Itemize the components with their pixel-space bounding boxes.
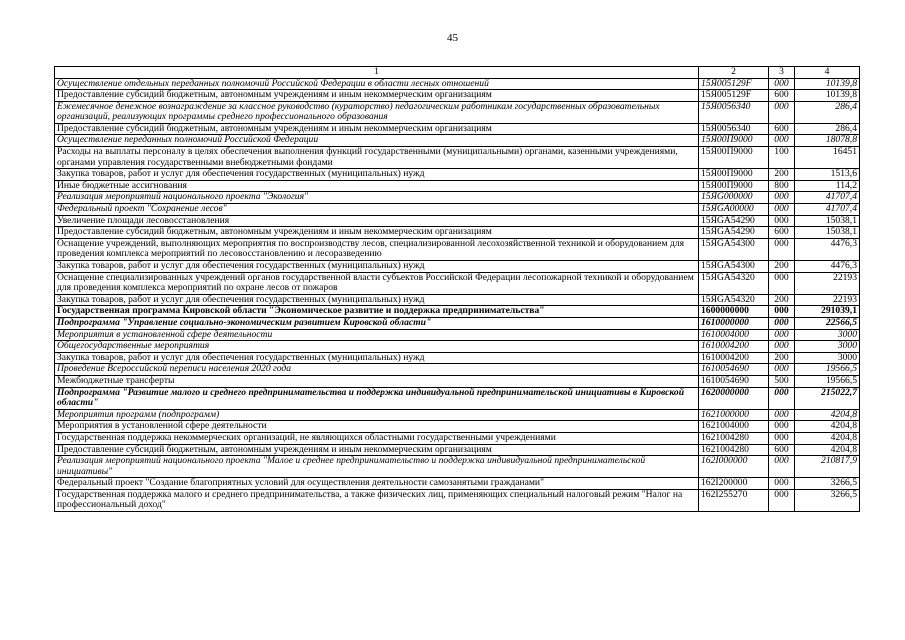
- row-group: 200: [769, 261, 795, 273]
- row-code: 15Я00П9000: [699, 147, 769, 169]
- row-amount: 41707,4: [795, 192, 860, 204]
- table-row: [55, 432, 860, 444]
- row-name: Оснащение специализированных учреждений органов государственной власти субъектов Российской Федерации лесопожарной техникой и оборудованием для проведения комплекса мероприятий по охране лесов от пожаров: [55, 272, 699, 294]
- row-name: Закупка товаров, работ и услуг для обеспечения государственных (муниципальных) нужд: [55, 169, 699, 181]
- row-group: 000: [769, 432, 795, 444]
- row-name: Оснащение учреждений, выполняющих мероприятия по воспроизводству лесов, специализированной лесохозяйственной техникой и оборудованием для проведения комплекса мероприятий по лесовосстановлению и лесоразведению: [55, 238, 699, 260]
- row-group: 600: [769, 90, 795, 102]
- row-name: Ежемесячное денежное вознаграждение за классное руководство (кураторство) педагогическим работникам государственных образовательных организаций, реализующих программы среднего профессионального образования: [55, 101, 699, 123]
- row-code: 1610000000: [699, 317, 769, 329]
- row-name: Предоставление субсидий бюджетным, автономным учреждениям и иным некоммерческим организациям: [55, 227, 699, 239]
- row-group: 000: [769, 215, 795, 227]
- table-row: [55, 192, 860, 204]
- row-code: 1610004200: [699, 341, 769, 353]
- row-name: Осуществление переданных полномочий Российской Федерации: [55, 135, 699, 147]
- row-name: Реализация мероприятий национального проекта "Малое и среднее предпринимательство и поддержка индивидуальной предпринимательской инициативы": [55, 456, 699, 478]
- table-row: [55, 238, 860, 260]
- table-row: [55, 215, 860, 227]
- row-code: 1621004280: [699, 432, 769, 444]
- table-row: [55, 272, 860, 294]
- row-name: Мероприятия в установленной сфере деятельности: [55, 421, 699, 433]
- row-group: 200: [769, 169, 795, 181]
- row-amount: 286,4: [795, 123, 860, 135]
- row-group: 000: [769, 409, 795, 421]
- table-row: [55, 90, 860, 102]
- table-row: [55, 180, 860, 192]
- row-group: 000: [769, 364, 795, 376]
- row-name: Предоставление субсидий бюджетным, автономным учреждениям и иным некоммерческим организациям: [55, 90, 699, 102]
- row-name: Государственная поддержка малого и среднего предпринимательства, а также физических лиц, применяющих специальный налоговый режим "Налог на профессиональный доход": [55, 489, 699, 511]
- row-group: 000: [769, 317, 795, 329]
- row-amount: 4204,8: [795, 432, 860, 444]
- row-code: 15ЯGA00000: [699, 204, 769, 216]
- row-name: Федеральный проект "Создание благоприятных условий для осуществления деятельности самозанятыми гражданами": [55, 478, 699, 490]
- table-row: [55, 169, 860, 181]
- row-code: 15Я0056340: [699, 123, 769, 135]
- row-group: 000: [769, 238, 795, 260]
- row-name: Государственная поддержка некоммерческих организаций, не являющихся областными государственными учреждениями: [55, 432, 699, 444]
- table-row: [55, 375, 860, 387]
- row-name: Межбюджетные трансферты: [55, 375, 699, 387]
- row-group: 000: [769, 204, 795, 216]
- row-group: 200: [769, 352, 795, 364]
- row-code: 162I255270: [699, 489, 769, 511]
- row-amount: 22566,5: [795, 317, 860, 329]
- row-code: 15ЯGA54320: [699, 272, 769, 294]
- row-amount: 10139,8: [795, 90, 860, 102]
- row-group: 500: [769, 375, 795, 387]
- row-code: 15Я005129F: [699, 90, 769, 102]
- row-code: 15ЯGA54300: [699, 238, 769, 260]
- header-col-1: 1: [55, 67, 699, 79]
- row-code: 1620000000: [699, 387, 769, 409]
- row-group: 000: [769, 478, 795, 490]
- row-code: 1600000000: [699, 306, 769, 318]
- row-code: 1610004000: [699, 329, 769, 341]
- row-code: 15Я00П9000: [699, 135, 769, 147]
- row-name: Мероприятия программ (подпрограмм): [55, 409, 699, 421]
- table-row: [55, 444, 860, 456]
- row-name: Закупка товаров, работ и услуг для обеспечения государственных (муниципальных) нужд: [55, 294, 699, 306]
- row-name: Увеличение площади лесовосстановления: [55, 215, 699, 227]
- row-group: 000: [769, 489, 795, 511]
- row-group: 000: [769, 272, 795, 294]
- row-name: Общегосударственные мероприятия: [55, 341, 699, 353]
- row-code: 162I000000: [699, 456, 769, 478]
- row-amount: 41707,4: [795, 204, 860, 216]
- row-name: Предоставление субсидий бюджетным, автономным учреждениям и иным некоммерческим организациям: [55, 444, 699, 456]
- header-col-4: 4: [795, 67, 860, 79]
- row-code: 15ЯGA54320: [699, 294, 769, 306]
- row-amount: 3000: [795, 352, 860, 364]
- row-amount: 19566,5: [795, 364, 860, 376]
- table-row: [55, 352, 860, 364]
- row-code: 1610004200: [699, 352, 769, 364]
- row-group: 000: [769, 78, 795, 90]
- table-row: [55, 227, 860, 239]
- row-code: 15Я005129F: [699, 78, 769, 90]
- table-row: [55, 456, 860, 478]
- table-row: [55, 306, 860, 318]
- row-amount: 215022,7: [795, 387, 860, 409]
- table-row: [55, 261, 860, 273]
- header-col-3: 3: [769, 67, 795, 79]
- row-name: Иные бюджетные ассигнования: [55, 180, 699, 192]
- table-row: [55, 421, 860, 433]
- row-group: 000: [769, 341, 795, 353]
- row-group: 000: [769, 306, 795, 318]
- row-name: Проведение Всероссийской переписи населения 2020 года: [55, 364, 699, 376]
- row-amount: 18078,8: [795, 135, 860, 147]
- row-code: 15Я00П9000: [699, 169, 769, 181]
- row-name: Федеральный проект "Сохранение лесов": [55, 204, 699, 216]
- row-name: Предоставление субсидий бюджетным, автономным учреждениям и иным некоммерческим организациям: [55, 123, 699, 135]
- table-row: [55, 364, 860, 376]
- table-row: [55, 135, 860, 147]
- table-row: [55, 147, 860, 169]
- row-code: 162I200000: [699, 478, 769, 490]
- row-amount: 22193: [795, 294, 860, 306]
- row-code: 1621000000: [699, 409, 769, 421]
- table-row: [55, 294, 860, 306]
- row-amount: 15038,1: [795, 215, 860, 227]
- row-code: 1621004280: [699, 444, 769, 456]
- row-group: 800: [769, 180, 795, 192]
- row-code: 15Я0056340: [699, 101, 769, 123]
- table-row: [55, 78, 860, 90]
- table-row: [55, 489, 860, 511]
- row-amount: 3266,5: [795, 478, 860, 490]
- page-number: 45: [447, 32, 458, 44]
- row-amount: 4204,8: [795, 444, 860, 456]
- row-amount: 10139,8: [795, 78, 860, 90]
- row-amount: 114,2: [795, 180, 860, 192]
- row-code: 15ЯG000000: [699, 192, 769, 204]
- table-row: [55, 123, 860, 135]
- row-amount: 15038,1: [795, 227, 860, 239]
- row-name: Закупка товаров, работ и услуг для обеспечения государственных (муниципальных) нужд: [55, 352, 699, 364]
- row-code: 1621004000: [699, 421, 769, 433]
- row-group: 200: [769, 294, 795, 306]
- table-row: [55, 387, 860, 409]
- row-code: 15ЯGA54290: [699, 215, 769, 227]
- table-row: [55, 341, 860, 353]
- table-row: [55, 101, 860, 123]
- row-amount: 3266,5: [795, 489, 860, 511]
- row-amount: 4476,3: [795, 261, 860, 273]
- row-group: 000: [769, 329, 795, 341]
- row-group: 000: [769, 135, 795, 147]
- row-amount: 3000: [795, 341, 860, 353]
- budget-table: [54, 66, 860, 512]
- row-name: Подпрограмма "Развитие малого и среднего предпринимательства и поддержка индивидуальной предпринимательской инициативы в Кировской области": [55, 387, 699, 409]
- row-group: 000: [769, 421, 795, 433]
- row-amount: 3000: [795, 329, 860, 341]
- row-group: 000: [769, 456, 795, 478]
- row-name: Реализация мероприятий национального проекта "Экология": [55, 192, 699, 204]
- row-amount: 210817,9: [795, 456, 860, 478]
- table-row: [55, 317, 860, 329]
- table-row: [55, 478, 860, 490]
- row-code: 1610054690: [699, 375, 769, 387]
- header-row: [55, 67, 860, 79]
- table-row: [55, 204, 860, 216]
- row-name: Расходы на выплаты персоналу в целях обеспечения выполнения функций государственными (муниципальными) органами, казенными учреждениями, органами управления государственными внебюджетными фондами: [55, 147, 699, 169]
- row-code: 15ЯGA54290: [699, 227, 769, 239]
- row-group: 000: [769, 192, 795, 204]
- row-group: 600: [769, 444, 795, 456]
- header-col-2: 2: [699, 67, 769, 79]
- row-name: Закупка товаров, работ и услуг для обеспечения государственных (муниципальных) нужд: [55, 261, 699, 273]
- row-group: 000: [769, 387, 795, 409]
- row-amount: 4476,3: [795, 238, 860, 260]
- row-group: 100: [769, 147, 795, 169]
- row-code: 1610054690: [699, 364, 769, 376]
- row-amount: 19566,5: [795, 375, 860, 387]
- row-name: Государственная программа Кировской области "Экономическое развитие и поддержка предпринимательства": [55, 306, 699, 318]
- row-amount: 1513,6: [795, 169, 860, 181]
- row-group: 600: [769, 123, 795, 135]
- row-amount: 4204,8: [795, 421, 860, 433]
- row-amount: 16451: [795, 147, 860, 169]
- row-amount: 286,4: [795, 101, 860, 123]
- table-row: [55, 329, 860, 341]
- row-amount: 4204,8: [795, 409, 860, 421]
- row-amount: 22193: [795, 272, 860, 294]
- row-group: 000: [769, 101, 795, 123]
- row-name: Мероприятия в установленной сфере деятельности: [55, 329, 699, 341]
- table-row: [55, 409, 860, 421]
- row-group: 600: [769, 227, 795, 239]
- row-name: Подпрограмма "Управление социально-экономическим развитием Кировской области": [55, 317, 699, 329]
- row-code: 15ЯGA54300: [699, 261, 769, 273]
- row-name: Осуществление отдельных переданных полномочий Российской Федерации в области лесных отношений: [55, 78, 699, 90]
- row-amount: 291039,1: [795, 306, 860, 318]
- row-code: 15Я00П9000: [699, 180, 769, 192]
